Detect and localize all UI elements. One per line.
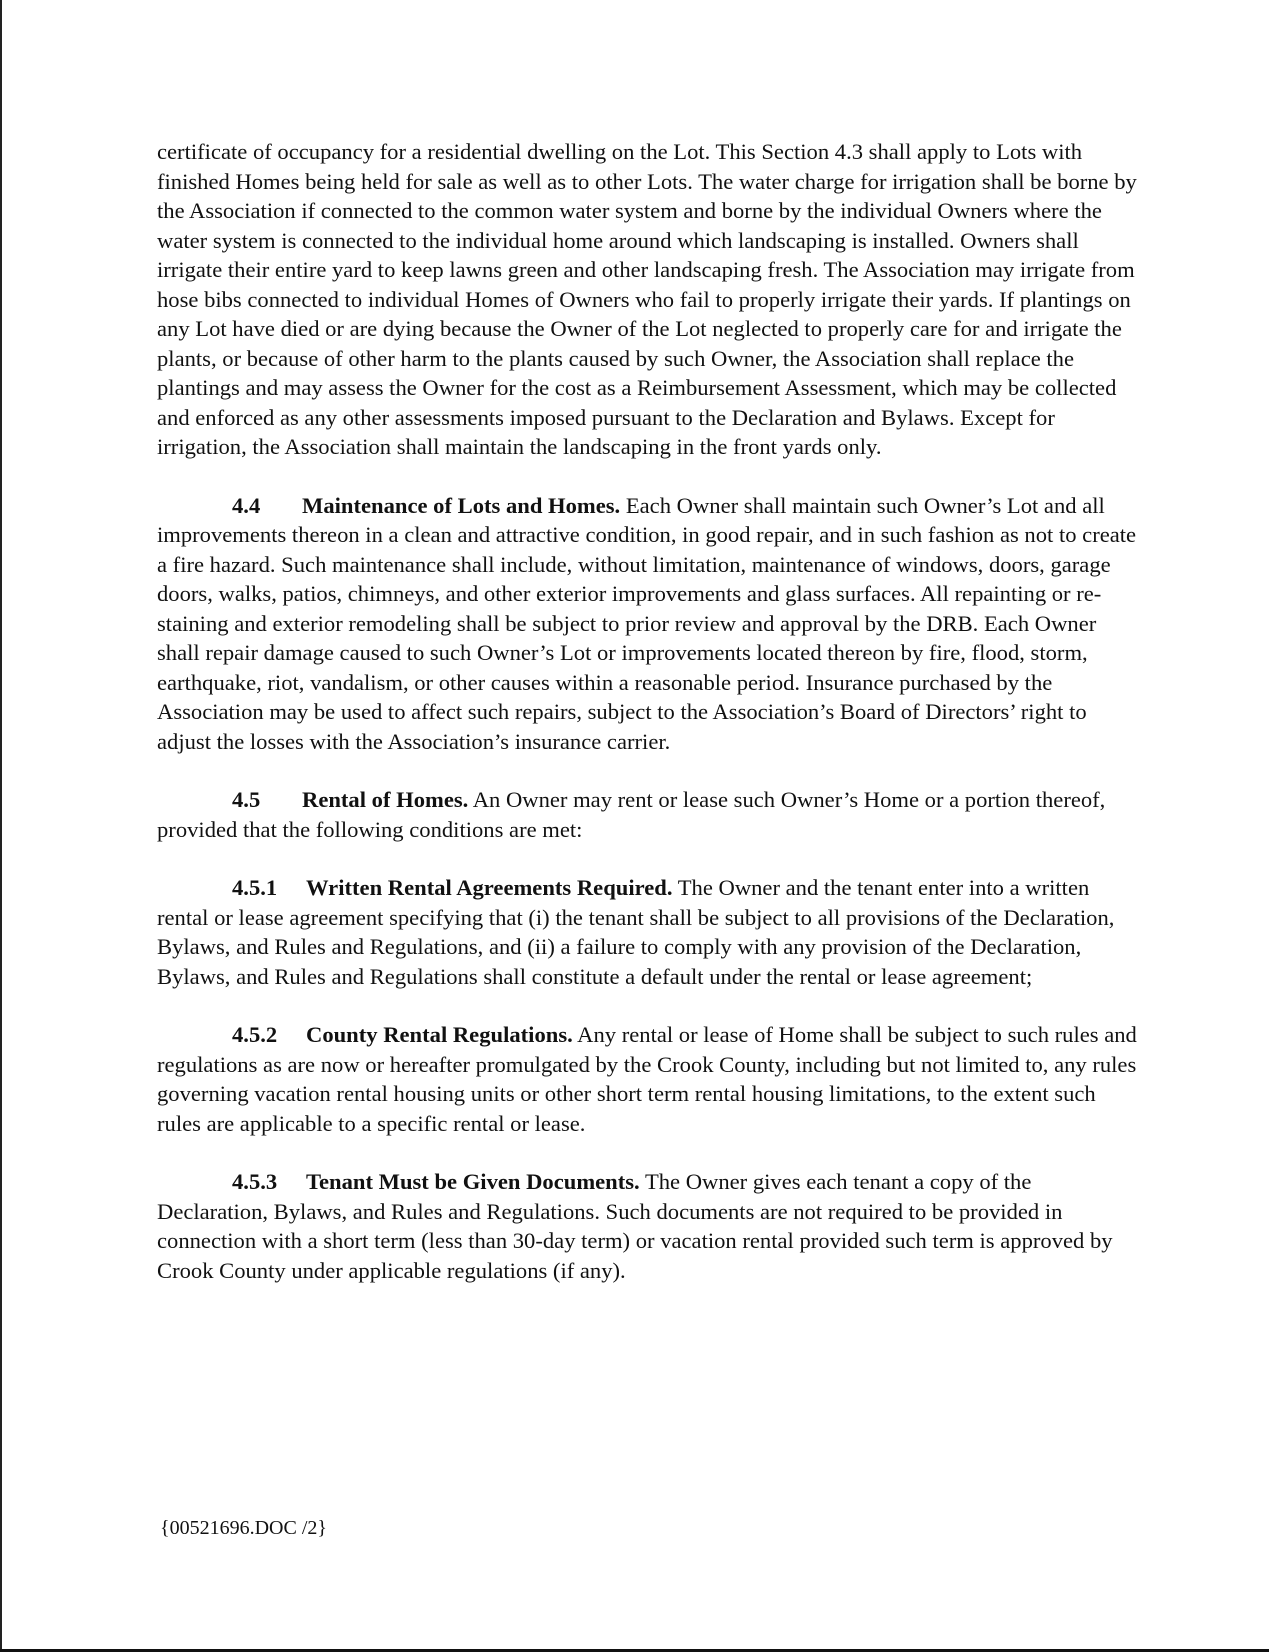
section-number: 4.4 bbox=[232, 492, 261, 518]
section-4-5-3 bbox=[157, 1167, 1137, 1285]
section-heading: Tenant Must be Given Documents. bbox=[306, 1169, 640, 1194]
section-4-5-1 bbox=[157, 873, 1137, 991]
scan-left-edge bbox=[0, 0, 2, 1652]
section-number: 4.5.3 bbox=[232, 1169, 278, 1194]
section-heading: County Rental Regulations. bbox=[306, 1022, 573, 1047]
section-heading: Rental of Homes. bbox=[302, 787, 469, 812]
section-body: An Owner may rent or lease such Owner’s Home or a portion thereof, provided that the following conditions are met: bbox=[157, 787, 1106, 842]
section-body: The Owner gives each tenant a copy of the Declaration, Bylaws, and Rules and Regulations. Such documents are not required to be provided in connection with a short term (less than 30-day term) or vacation rental provided such term is approved by Crook County under applicable regulations (if any). bbox=[157, 1169, 1113, 1283]
section-body: Any rental or lease of Home shall be subject to such rules and regulations as are now or hereafter promulgated by the Crook County, including but not limited to, any rules governing vacation rental housing units or other short term rental housing limitations, to the extent such rules are applicable to a specific rental or lease. bbox=[157, 1022, 1137, 1136]
section-4-5 bbox=[157, 785, 1137, 844]
section-4-5-2 bbox=[157, 1020, 1137, 1138]
continuation-paragraph: certificate of occupancy for a residential dwelling on the Lot. This Section 4.3 shall apply to Lots with finished Homes being held for sale as well as to other Lots. The water charge for irrigation shall be borne by the Association if connected to the common water system and borne by the individual Owners where the water system is connected to the individual home around which landscaping is installed. Owners shall irrigate their entire yard to keep lawns green and other landscaping fresh. The Association may irrigate from hose bibs connected to individual Homes of Owners who fail to properly irrigate their yards. If plantings on any Lot have died or are dying because the Owner of the Lot neglected to properly care for and irrigate the plants, or because of other harm to the plants caused by such Owner, the Association shall replace the plantings and may assess the Owner for the cost as a Reimbursement Assessment, which may be collected and enforced as any other assessments imposed pursuant to the Declaration and Bylaws. Except for irrigation, the Association shall maintain the landscaping in the front yards only. bbox=[157, 139, 1137, 459]
section-4-4 bbox=[157, 491, 1137, 757]
section-heading: Maintenance of Lots and Homes. bbox=[302, 492, 621, 518]
section-number: 4.5 bbox=[232, 787, 261, 812]
section-number: 4.5.1 bbox=[232, 875, 278, 900]
document-body bbox=[157, 137, 1137, 1285]
section-body: The Owner and the tenant enter into a written rental or lease agreement specifying that (i) the tenant shall be subject to all provisions of the Declaration, Bylaws, and Rules and Regulations, and (ii) a failure to comply with any provision of the Declaration, Bylaws, and Rules and Regulations shall constitute a default under the rental or lease agreement; bbox=[157, 875, 1115, 989]
section-body: Each Owner shall maintain such Owner’s Lot and all improvements thereon in a clean and attractive condition, in good repair, and in such fashion as not to create a fire hazard. Such maintenance shall include, without limitation, maintenance of windows, doors, garage doors, walks, patios, chimneys, and other exterior improvements and glass surfaces. All repainting or re-staining and exterior remodeling shall be subject to prior review and approval by the DRB. Each Owner shall repair damage caused to such Owner’s Lot or improvements located thereon by fire, flood, storm, earthquake, riot, vandalism, or other causes within a reasonable period. Insurance purchased by the Association may be used to affect such repairs, subject to the Association’s Board of Directors’ right to adjust the losses with the Association’s insurance carrier. bbox=[157, 492, 1137, 754]
document-footer-id: {00521696.DOC /2} bbox=[160, 1517, 327, 1539]
section-heading: Written Rental Agreements Required. bbox=[306, 875, 673, 900]
section-number: 4.5.2 bbox=[232, 1022, 278, 1047]
